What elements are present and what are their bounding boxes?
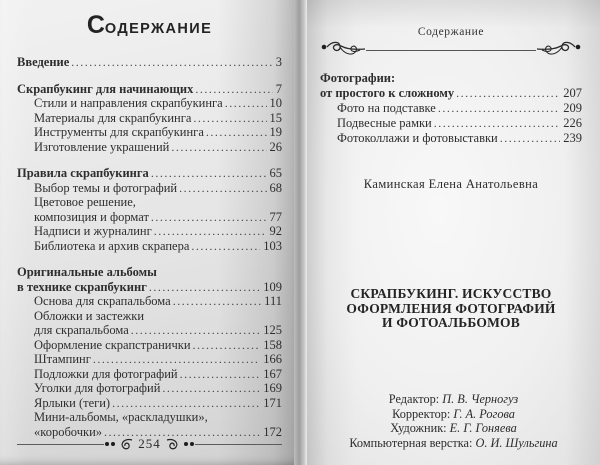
running-header: Содержание (417, 26, 485, 38)
toc-page-number: 68 (269, 180, 282, 195)
toc-page-number: 226 (563, 116, 582, 130)
toc-entry (17, 309, 282, 338)
toc-page-number: 65 (269, 166, 282, 180)
toc-page-number: 207 (563, 86, 582, 100)
toc-entry (17, 82, 282, 97)
toc-entry-label: Основа для скрапальбома (34, 294, 171, 308)
toc-leader-dots (171, 140, 266, 155)
toc-entry-line1: Фотографии: (320, 71, 396, 85)
toc-entry (17, 195, 282, 224)
toc-page-number: 26 (269, 139, 282, 154)
toc-entry-label: Выбор темы и фотографий (34, 180, 178, 195)
toc-leader-dots (225, 96, 267, 111)
toc-leader-dots (438, 101, 560, 116)
footer-rule-left (17, 444, 104, 445)
toc-entry-row (17, 181, 282, 196)
toc-entry-label: от простого к сложному (320, 86, 455, 100)
footer-swirl-icon (165, 437, 181, 451)
toc-leader-dots (151, 166, 267, 181)
toc-page-number: 109 (263, 279, 282, 294)
toc-page-number: 77 (269, 209, 282, 224)
toc-entry-label: Материалы для скрапбукинга (34, 110, 192, 125)
toc-page-number: 92 (269, 224, 282, 238)
author-name: Каминская Елена Анатольевна (363, 177, 539, 191)
toc-entry-row (17, 140, 282, 155)
credit-line (307, 392, 600, 407)
footer-dot (111, 442, 115, 446)
toc-entry (17, 96, 282, 111)
toc-entry-label: Оформление скрапстранички (34, 337, 191, 352)
toc-entry-line1: Обложки и застежки (34, 308, 145, 323)
toc-page-number: 111 (264, 294, 282, 308)
toc-leader-dots (112, 396, 260, 411)
toc-entry-row (17, 82, 282, 97)
footer-dot (190, 442, 194, 446)
book-title-line: ОФОРМЛЕНИЯ ФОТОГРАФИЙ (346, 300, 556, 316)
toc-leader-dots (179, 181, 266, 196)
toc-entry (17, 294, 282, 309)
toc-entry-line1: Оригинальные альбомы (17, 265, 157, 279)
toc-entry (17, 352, 282, 367)
toc-entry-row (17, 323, 282, 338)
toc-entry-row (17, 96, 282, 111)
toc-entry-label: «коробочки» (34, 424, 103, 439)
right-page (307, 0, 600, 465)
footer-page-number: 254 (138, 436, 161, 451)
toc-page-number: 172 (263, 424, 282, 439)
toc-entry (17, 224, 282, 239)
credit-line (307, 421, 600, 436)
book-title-line: СКРАПБУКИНГ. ИСКУССТВО (350, 286, 552, 301)
footer-dot (105, 442, 109, 446)
credit-role: Компьютерная верстка: (349, 436, 476, 451)
toc-page-number: 15 (269, 110, 282, 125)
toc-entry-label: композиция и формат (34, 209, 149, 224)
toc-entry (17, 166, 282, 181)
credit-role: Редактор: (388, 391, 443, 406)
toc-page-number: 158 (263, 337, 282, 352)
toc-entry-row (320, 101, 582, 116)
toc-entry (17, 396, 282, 411)
toc-entry-row (17, 294, 282, 309)
toc-entry (320, 116, 582, 131)
toc-entry-label: Изготовление украшений (34, 139, 170, 154)
toc-entry-row (17, 166, 282, 181)
toc-entry-row (17, 381, 282, 396)
page-gutter (294, 0, 307, 465)
toc-page-number: 7 (275, 81, 282, 96)
book-title (320, 287, 582, 331)
toc-entry-label: Скрапбукинг для начинающих (17, 81, 194, 96)
toc-entry-row (17, 367, 282, 382)
credits-block (307, 392, 600, 451)
left-page (0, 0, 294, 465)
toc-entry-row (17, 338, 282, 353)
toc-leader-dots (149, 280, 260, 295)
toc-entry-row (17, 125, 282, 140)
toc-page-number: 167 (263, 366, 282, 381)
flourish-icon (536, 38, 582, 62)
toc-entry-label: Библиотека и архив скрапера (34, 238, 190, 253)
toc-entry-row (17, 239, 282, 254)
toc-leader-dots (191, 239, 260, 254)
toc-entry-row (17, 396, 282, 411)
toc-page-number: 166 (263, 352, 282, 366)
toc-page-number: 3 (275, 55, 282, 69)
toc-entry-label: Штампинг (34, 352, 91, 366)
toc-page-number: 209 (563, 101, 582, 115)
toc-entry-row (17, 224, 282, 239)
toc-leader-dots (206, 125, 267, 140)
toc-leader-dots (162, 381, 260, 396)
toc-leader-dots (131, 323, 260, 338)
credit-role: Художник: (390, 421, 450, 436)
toc-leader-dots (195, 82, 272, 97)
toc-leader-dots (151, 210, 267, 225)
toc-entry-row (17, 352, 282, 367)
toc-page-number: 169 (263, 381, 282, 395)
credit-role: Корректор: (392, 406, 454, 421)
toc-entry-label: Надписи и журналинг (34, 224, 152, 238)
toc-entry (17, 367, 282, 382)
credit-line (307, 436, 600, 451)
footer-rule-right (195, 444, 282, 445)
toc-entry (17, 140, 282, 155)
credit-line (307, 407, 600, 422)
book-title-line: И ФОТОАЛЬБОМОВ (382, 315, 520, 330)
toc-entry-row (17, 280, 282, 295)
left-toc-list (17, 55, 282, 439)
right-toc-list (320, 71, 582, 146)
contents-heading: СОДЕРЖАНИЕ (86, 11, 213, 39)
toc-entry-label: в технике скрапбукинг (17, 279, 147, 294)
toc-leader-dots (456, 86, 560, 101)
toc-entry-row (320, 131, 582, 146)
toc-entry-label: для скрапальбома (34, 323, 129, 337)
toc-entry (17, 181, 282, 196)
toc-entry (17, 265, 282, 294)
toc-entry-label: Стили и направления скрапбукинга (34, 96, 223, 110)
toc-entry-row (17, 210, 282, 225)
toc-leader-dots (193, 338, 261, 353)
toc-leader-dots (180, 367, 261, 382)
toc-leader-dots (500, 131, 561, 146)
credit-person: Г. А. Рогова (453, 406, 515, 421)
toc-entry-label: Фото на подставке (337, 101, 436, 115)
toc-entry-label: Фотоколлажи и фотовыставки (337, 131, 498, 145)
toc-entry (17, 125, 282, 140)
left-page-footer (17, 436, 282, 452)
toc-entry-label: Введение (17, 55, 70, 69)
toc-page-number: 239 (563, 131, 582, 145)
toc-page-number: 171 (263, 395, 282, 410)
toc-leader-dots (193, 111, 266, 126)
toc-entry-label: Инструменты для скрапбукинга (34, 125, 204, 139)
toc-page-number: 125 (263, 323, 282, 337)
toc-entry (17, 55, 282, 70)
credit-person: Е. Г. Гоняева (449, 421, 517, 436)
toc-entry-label: Уголки для фотографий (34, 381, 161, 395)
footer-swirl-icon (118, 437, 134, 451)
toc-entry (320, 101, 582, 116)
toc-entry-label: Правила скрапбукинга (17, 166, 149, 180)
toc-entry (17, 239, 282, 254)
toc-leader-dots (173, 294, 261, 309)
toc-entry-label: Ярлыки (теги) (34, 395, 111, 410)
toc-entry (17, 381, 282, 396)
toc-entry-line1: Мини-альбомы, «раскладушки», (34, 410, 208, 424)
credit-person: П. В. Черногуз (442, 391, 519, 406)
footer-dot (184, 442, 188, 446)
toc-page-number: 19 (269, 125, 282, 139)
header-ornament-rule (320, 38, 582, 62)
toc-entry (17, 111, 282, 126)
toc-entry-row (17, 111, 282, 126)
toc-entry-row (320, 86, 582, 101)
credit-person: О. И. Шульгина (475, 436, 558, 451)
toc-page-number: 10 (269, 96, 282, 110)
flourish-icon (320, 38, 366, 62)
toc-page-number: 103 (263, 238, 282, 253)
toc-leader-dots (154, 224, 267, 239)
toc-entry-line1: Цветовое решение, (34, 195, 136, 209)
toc-leader-dots (71, 55, 272, 70)
toc-entry-row (320, 116, 582, 131)
toc-entry (17, 338, 282, 353)
toc-entry-label: Подложки для фотографий (34, 366, 178, 381)
toc-entry (320, 131, 582, 146)
header-rule-line (366, 50, 536, 51)
toc-entry-row (17, 55, 282, 70)
toc-entry (320, 71, 582, 101)
toc-entry (17, 410, 282, 439)
toc-leader-dots (434, 116, 561, 131)
toc-leader-dots (93, 352, 260, 367)
toc-entry-label: Подвесные рамки (337, 116, 432, 130)
